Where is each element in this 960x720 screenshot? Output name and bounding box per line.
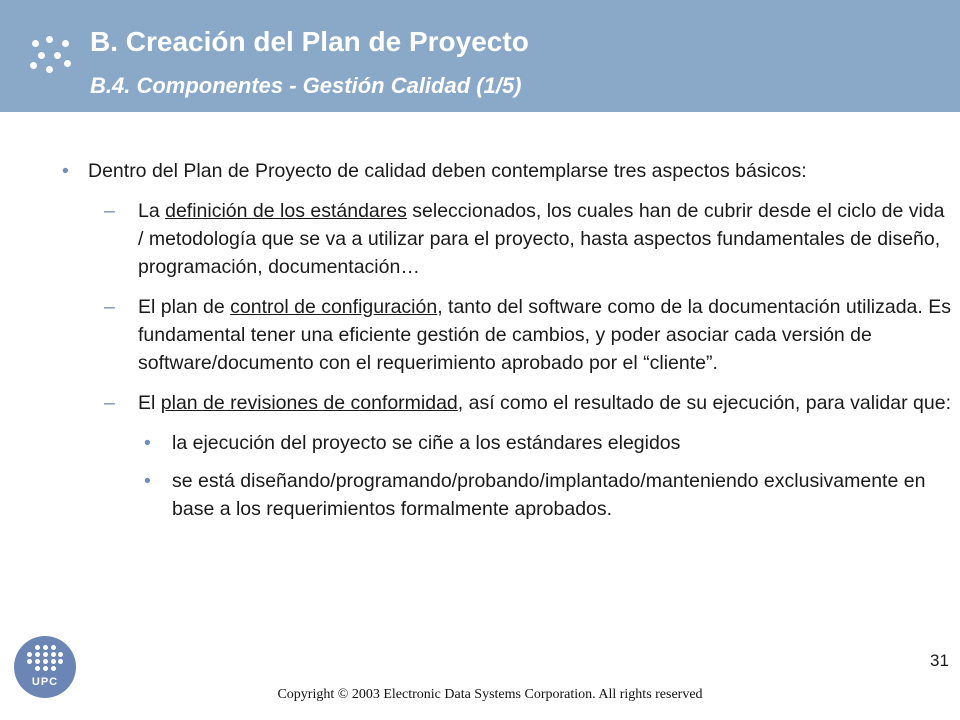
aspect-text: , así como el resultado de su ejecución, para validar que: <box>457 392 951 414</box>
logo-text: UPC <box>31 676 59 688</box>
validation-item <box>60 467 955 523</box>
slide-title: B. Creación del Plan de Proyecto <box>90 26 529 57</box>
dash-icon: – <box>104 296 115 318</box>
slide-header <box>0 0 960 112</box>
validation-text: se está diseñando/programando/probando/implantado/manteniendo exclusivamente en base a los requerimientos formalmente aprobados. <box>172 470 926 520</box>
validation-text: la ejecución del proyecto se ciñe a los estándares elegidos <box>172 432 681 454</box>
aspect-underlined-term: plan de revisiones de conformidad <box>160 392 458 414</box>
slide-content <box>60 157 955 533</box>
aspect-item <box>60 197 955 281</box>
aspect-item <box>60 293 955 377</box>
logo-dots-icon <box>27 645 63 673</box>
dash-icon: – <box>104 392 115 414</box>
page-number: 31 <box>930 651 949 670</box>
aspect-text: , tanto del software como de la documentación utilizada. Es fundamental tener una eficiente gestión de cambios, y poder asociar cada versión de software/documento con el requerimiento aprobado por el “cliente”. <box>138 296 951 374</box>
aspect-text: El plan de <box>138 296 231 318</box>
header-dots-icon <box>28 36 84 76</box>
aspect-item <box>60 389 955 417</box>
aspect-text: La <box>138 200 166 222</box>
aspect-text: seleccionados, los cuales han de cubrir desde el ciclo de vida / metodología que se va a utilizar para el proyecto, hasta aspectos fundamentales de diseño, programación, documentación… <box>138 200 945 278</box>
dash-icon: – <box>104 200 115 222</box>
validation-item <box>60 429 955 457</box>
aspect-underlined-term: control de configuración <box>230 296 438 318</box>
aspect-text: El <box>138 392 161 414</box>
bullet-icon: • <box>62 160 69 182</box>
bullet-icon: • <box>144 432 151 454</box>
intro-bullet <box>60 157 955 185</box>
slide-subtitle: B.4. Componentes - Gestión Calidad (1/5) <box>90 73 522 98</box>
copyright-notice: Copyright © 2003 Electronic Data Systems Corporation. All rights reserved <box>277 687 703 702</box>
bullet-icon: • <box>144 470 151 492</box>
intro-text: Dentro del Plan de Proyecto de calidad deben contemplarse tres aspectos básicos: <box>88 160 807 182</box>
aspect-underlined-term: definición de los estándares <box>165 200 407 222</box>
